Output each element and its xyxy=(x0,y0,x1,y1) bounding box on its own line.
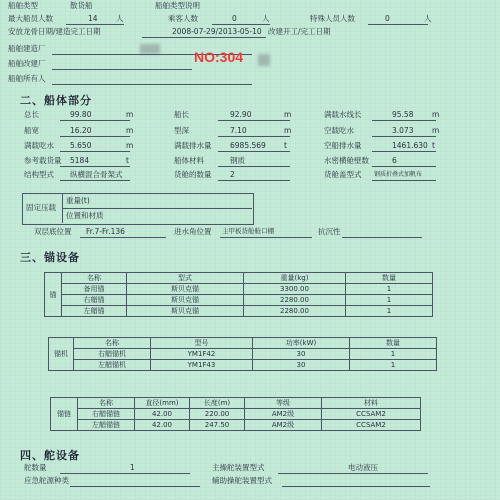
table-header-cell: 材料 xyxy=(322,398,421,409)
table-side-label: 锚链 xyxy=(51,398,78,431)
section-anchor-title: 三、锚设备 xyxy=(20,251,80,264)
table-cell: 1 xyxy=(350,349,437,360)
table-cell: 斯贝克锚 xyxy=(127,284,244,295)
special-unit: 人 xyxy=(424,14,432,23)
hull-unit: m xyxy=(284,110,292,119)
hull-value: 92.90 xyxy=(230,110,252,119)
keel-date-label: 安放龙骨日期/建造完工日期 xyxy=(8,27,101,36)
redacted-builder xyxy=(140,44,160,54)
hull-label: 船长 xyxy=(174,110,189,119)
sinkability-label: 抗沉性 xyxy=(318,227,341,236)
table-header-cell: 名称 xyxy=(62,273,127,284)
table-row xyxy=(45,306,433,317)
hull-label: 满载吃水 xyxy=(24,141,54,150)
table-cell: 30 xyxy=(253,349,350,360)
hull-value: 6 xyxy=(392,156,397,165)
hull-unit: m xyxy=(126,110,134,119)
table-cell: 1 xyxy=(350,360,437,371)
table-cell: CCSAM2 xyxy=(322,409,421,420)
hull-label: 型深 xyxy=(174,126,189,135)
redacted-mark xyxy=(258,54,270,66)
hull-unit: m xyxy=(284,126,292,135)
ballast-weight-label: 重量(t) xyxy=(66,196,90,205)
hull-value: 95.58 xyxy=(392,110,414,119)
hull-label: 满载排水量 xyxy=(174,141,212,150)
table-cell: 1 xyxy=(346,306,433,317)
ship-type-desc-label: 船舶类型说明 xyxy=(155,1,200,10)
table-cell: 左艏锚链 xyxy=(78,420,135,431)
ship-type-label: 船舶类型 xyxy=(8,1,38,10)
hull-label: 空船排水量 xyxy=(324,141,362,150)
table-cell: 42.00 xyxy=(135,420,190,431)
passenger-value: 0 xyxy=(232,14,237,23)
hull-value: 7.10 xyxy=(230,126,247,135)
table-side-label: 锚 xyxy=(45,273,62,317)
table-cell: 右艏锚 xyxy=(62,295,127,306)
double-bottom-label: 双层底位置 xyxy=(34,227,72,236)
table-header-cell: 型号 xyxy=(151,338,253,349)
table-row xyxy=(45,284,433,295)
windlass-table xyxy=(48,337,437,371)
table-cell: YM1F42 xyxy=(151,349,253,360)
table-cell: 30 xyxy=(253,360,350,371)
ballast-position-label: 位置和材质 xyxy=(66,211,104,220)
emergency-power-label: 应急舵源种类 xyxy=(24,476,69,485)
table-cell: CCSAM2 xyxy=(322,420,421,431)
max-crew-label: 最大船员人数 xyxy=(8,14,53,23)
table-cell: 1 xyxy=(346,284,433,295)
hull-value: 纵横混合骨架式 xyxy=(70,170,123,179)
table-cell: 42.00 xyxy=(135,409,190,420)
table-cell: 斯贝克锚 xyxy=(127,306,244,317)
document-number-watermark: NO:304 xyxy=(194,49,244,65)
hull-value: 3.073 xyxy=(392,126,414,135)
section-rudder-title: 四、舵设备 xyxy=(20,449,80,462)
hull-value: 1461.630 xyxy=(392,141,428,150)
table-header-row xyxy=(51,398,421,409)
rudder-count-label: 舵数量 xyxy=(24,463,47,472)
table-cell: AM2级 xyxy=(245,420,322,431)
table-row xyxy=(51,420,421,431)
table-cell: 3300.00 xyxy=(244,284,346,295)
main-steering-value: 电动液压 xyxy=(348,463,378,472)
double-bottom-value: Fr.7-Fr.136 xyxy=(86,227,125,236)
table-cell: 2280.00 xyxy=(244,306,346,317)
table-header-cell: 型式 xyxy=(127,273,244,284)
hull-value: 钢质 xyxy=(230,156,245,165)
table-row xyxy=(45,295,433,306)
table-row xyxy=(49,349,437,360)
table-cell: AM2级 xyxy=(245,409,322,420)
hull-value: 6985.569 xyxy=(230,141,266,150)
ship-type-value: 散货船 xyxy=(70,1,93,10)
table-cell: 左艏锚 xyxy=(62,306,127,317)
table-header-row xyxy=(49,338,437,349)
hull-label: 空载吃水 xyxy=(324,126,354,135)
inlet-value: 主甲板货舱舱口棚 xyxy=(222,227,274,235)
table-row xyxy=(51,409,421,420)
hull-label: 船宽 xyxy=(24,126,39,135)
hull-unit: m xyxy=(432,110,440,119)
hull-label: 结构型式 xyxy=(24,170,54,179)
table-cell: 斯贝克锚 xyxy=(127,295,244,306)
hull-value: 16.20 xyxy=(70,126,92,135)
table-header-cell: 直径(mm) xyxy=(135,398,190,409)
table-header-cell: 数量 xyxy=(350,338,437,349)
hull-value: 99.80 xyxy=(70,110,92,119)
table-cell: 左艏锚机 xyxy=(74,360,151,371)
passenger-unit: 人 xyxy=(262,14,270,23)
owner-label: 船舶所有人 xyxy=(8,74,46,83)
special-label: 特殊人员人数 xyxy=(310,14,355,23)
builder-label: 船舶建造厂 xyxy=(8,44,46,53)
hull-value: 5184 xyxy=(70,156,90,165)
main-steering-label: 主操舵装置型式 xyxy=(212,463,265,472)
table-header-cell: 功率(kW) xyxy=(253,338,350,349)
hull-label: 总长 xyxy=(24,110,39,119)
hull-unit: m xyxy=(126,126,134,135)
ballast-label: 固定压载 xyxy=(26,203,56,212)
table-cell: 右艏锚链 xyxy=(78,409,135,420)
hull-label: 货舱盖型式 xyxy=(324,170,362,179)
anchor-table xyxy=(44,272,433,317)
hull-value: 钢质折叠式加帆布 xyxy=(374,171,423,178)
passenger-label: 乘客人数 xyxy=(168,14,198,23)
hull-unit: m xyxy=(432,126,440,135)
inlet-label: 进水角位置 xyxy=(174,227,212,236)
special-value: 0 xyxy=(385,14,390,23)
hull-value: 2 xyxy=(230,170,235,179)
table-cell: 备用锚 xyxy=(62,284,127,295)
table-side-label: 锚机 xyxy=(49,338,74,371)
aux-steering-label: 辅助操舵装置型式 xyxy=(212,476,272,485)
table-header-row xyxy=(45,273,433,284)
table-cell: 2280.00 xyxy=(244,295,346,306)
max-crew-unit: 人 xyxy=(116,14,124,23)
table-header-cell: 数量 xyxy=(346,273,433,284)
table-header-cell: 重量(kg) xyxy=(244,273,346,284)
table-cell: 1 xyxy=(346,295,433,306)
table-cell: 220.00 xyxy=(190,409,245,420)
max-crew-value: 14 xyxy=(88,14,98,23)
table-header-cell: 名称 xyxy=(74,338,151,349)
hull-value: 5.650 xyxy=(70,141,92,150)
hull-unit: t xyxy=(126,156,129,165)
table-header-cell: 名称 xyxy=(78,398,135,409)
table-row xyxy=(49,360,437,371)
section-hull-title: 二、船体部分 xyxy=(20,94,92,107)
hull-unit: t xyxy=(432,141,435,150)
ballast-box xyxy=(22,193,254,225)
hull-label: 满载水线长 xyxy=(324,110,362,119)
keel-date-value: 2008-07-29/2013-05-10 xyxy=(172,27,262,36)
hull-unit: m xyxy=(126,141,134,150)
rudder-count-value: 1 xyxy=(130,463,135,472)
table-cell: 247.50 xyxy=(190,420,245,431)
hull-label: 水密横舱壁数 xyxy=(324,156,369,165)
table-cell: 右艏锚机 xyxy=(74,349,151,360)
table-header-cell: 等级 xyxy=(245,398,322,409)
hull-label: 货舱的数量 xyxy=(174,170,212,179)
table-header-cell: 长度(m) xyxy=(190,398,245,409)
table-cell: YM1F43 xyxy=(151,360,253,371)
hull-unit: t xyxy=(284,141,287,150)
chain-table xyxy=(50,397,421,431)
hull-label: 船体材料 xyxy=(174,156,204,165)
hull-label: 参考载货量 xyxy=(24,156,62,165)
rebuild-date-label: 改建开工/完工日期 xyxy=(268,27,331,36)
rebuild-factory-label: 船舶改建厂 xyxy=(8,59,46,68)
